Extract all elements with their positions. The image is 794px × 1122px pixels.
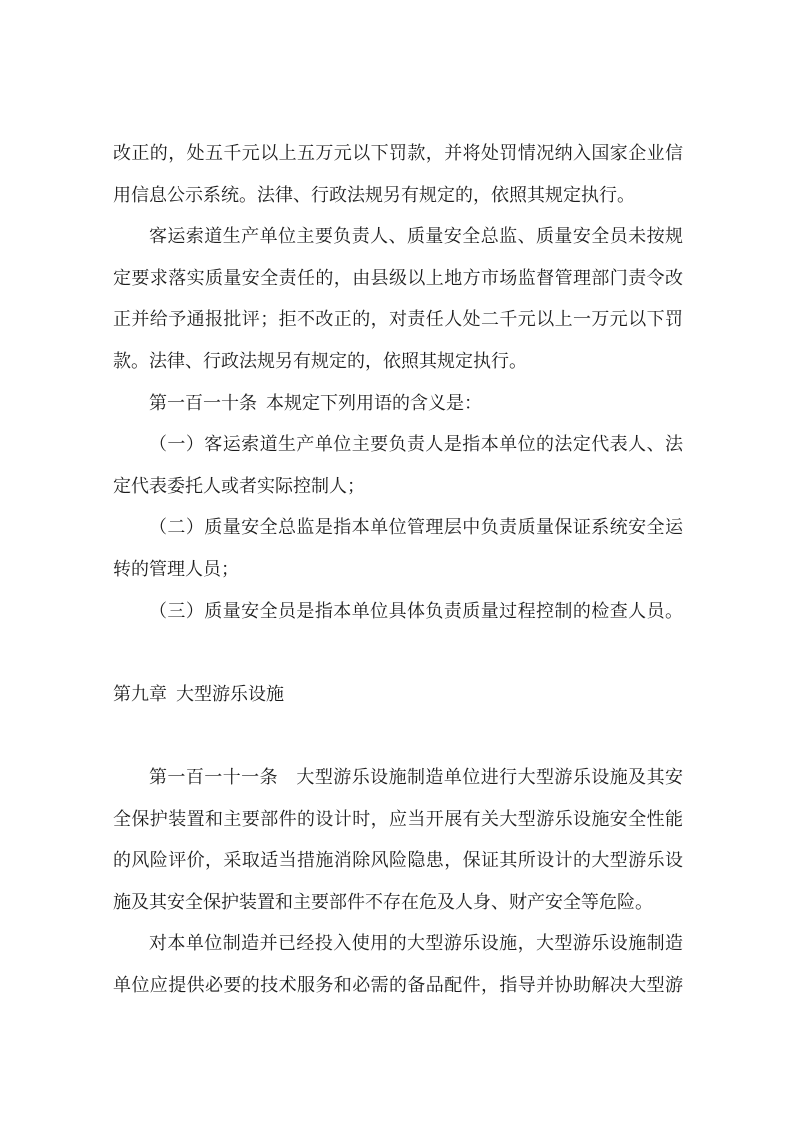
blank-line — [113, 632, 683, 674]
text-line: （二）质量安全总监是指本单位管理层中负责质量保证系统安全运 — [149, 517, 683, 538]
page-body — [113, 133, 683, 1006]
text-line: 用信息公示系统。法律、行政法规另有规定的，依照其规定执行。 — [113, 184, 635, 205]
text-line: （一）客运索道生产单位主要负责人是指本单位的法定代表人、法 — [149, 434, 683, 455]
article-110-line: 第一百一十条 本规定下列用语的含义是： — [149, 392, 482, 413]
text-line: 款。法律、行政法规另有规定的，依照其规定执行。 — [113, 350, 527, 371]
text-line: 定代表委托人或者实际控制人； — [113, 475, 365, 496]
text-line: 全保护装置和主要部件的设计时，应当开展有关大型游乐设施安全性能 — [113, 808, 683, 829]
chapter-heading: 第九章 大型游乐设施 — [113, 683, 284, 704]
text-line: 的风险评价，采取适当措施消除风险隐患，保证其所设计的大型游乐设 — [113, 850, 683, 871]
blank-line — [113, 715, 683, 757]
text-line: 正并给予通报批评；拒不改正的，对责任人处二千元以上一万元以下罚 — [113, 309, 683, 330]
article-111-line: 第一百一十一条 大型游乐设施制造单位进行大型游乐设施及其安 — [149, 766, 683, 787]
text-line: 单位应提供必要的技术服务和必需的备品配件，指导并协助解决大型游 — [113, 974, 683, 995]
text-line: （三）质量安全员是指本单位具体负责质量过程控制的检查人员。 — [149, 600, 683, 621]
text-line: 转的管理人员； — [113, 558, 239, 579]
text-line: 改正的，处五千元以上五万元以下罚款，并将处罚情况纳入国家企业信 — [113, 143, 683, 163]
text-line: 施及其安全保护装置和主要部件不存在危及人身、财产安全等危险。 — [113, 891, 653, 912]
text-line: 定要求落实质量安全责任的，由县级以上地方市场监督管理部门责令改 — [113, 267, 683, 288]
text-line: 客运索道生产单位主要负责人、质量安全总监、质量安全员未按规 — [149, 226, 683, 247]
text-line: 对本单位制造并已经投入使用的大型游乐设施，大型游乐设施制造 — [149, 933, 683, 954]
